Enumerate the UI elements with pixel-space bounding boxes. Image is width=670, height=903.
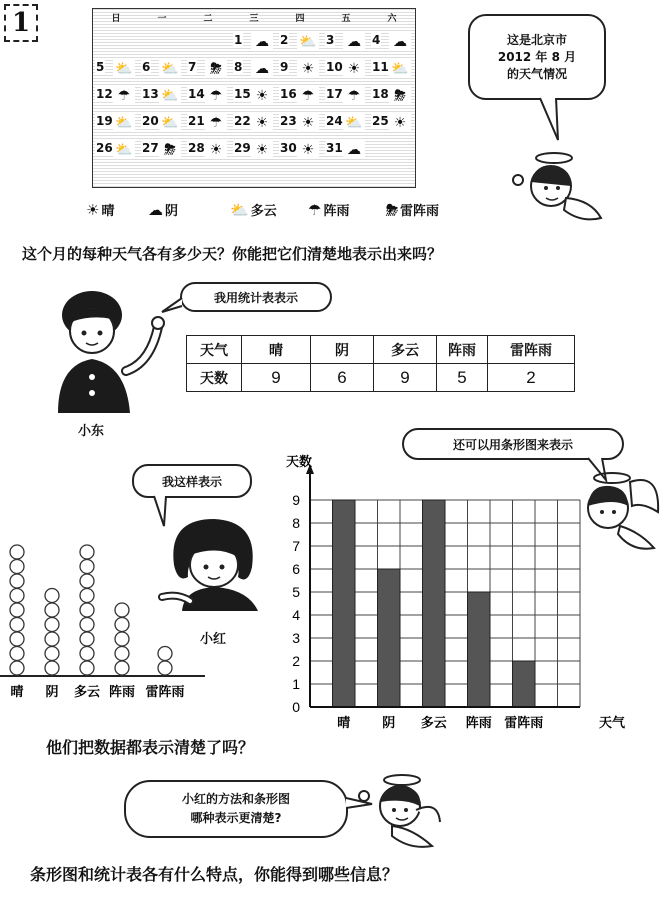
xiaodong-figure [40, 285, 170, 415]
bubble-tail [160, 296, 184, 316]
calendar-day [231, 112, 277, 136]
calendar-weekday-header: 五 [341, 14, 351, 24]
legend-label: 阴 [165, 204, 179, 219]
table-cell: 6 [311, 364, 374, 392]
pictograph-circle [10, 647, 24, 661]
y-tick-label: 0 [292, 699, 300, 715]
partly-cloudy-icon: ⛅ [343, 114, 365, 132]
calendar-weekday-header: 一 [157, 14, 167, 24]
lesson-number: 1 [4, 4, 38, 42]
y-tick-label: 7 [292, 538, 300, 554]
calendar-day [93, 139, 139, 163]
x-tick-label: 阵雨 [465, 716, 492, 731]
y-tick-label: 3 [292, 630, 300, 646]
pictograph-circle [10, 632, 24, 646]
calendar-day-number: 4 [372, 33, 381, 47]
calendar-day [231, 58, 277, 82]
calendar-day [93, 58, 139, 82]
question-1: 这个月的每种天气各有多少天？你能把它们清楚地表示出来吗？ [22, 245, 443, 263]
bubble-line: 哪种表示更清楚? [190, 811, 282, 825]
partly-cloudy-icon: ⛅ [159, 60, 181, 78]
sunny-icon: ☀ [343, 60, 365, 78]
table-cell: 晴 [242, 336, 311, 364]
pictograph-circle [45, 618, 59, 632]
calendar-day [139, 58, 185, 82]
rain-icon: ☂ [113, 87, 135, 105]
calendar-day-number: 23 [280, 114, 297, 128]
calendar-day-number: 21 [188, 114, 205, 128]
pictograph-label: 晴 [10, 685, 24, 700]
question-3: 条形图和统计表各有什么特点，你能得到哪些信息？ [30, 865, 399, 884]
partly-cloudy-icon: ⛅ [159, 114, 181, 132]
pictograph-circle [10, 560, 24, 574]
pictograph-circle [80, 560, 94, 574]
bubble-tail [530, 96, 570, 146]
sunny-icon: ☀ [251, 141, 273, 159]
calendar-day-number: 26 [96, 141, 113, 155]
xiaodong-name: 小东 [78, 424, 105, 439]
thundershower-icon: ⛈ [389, 87, 411, 105]
rain-icon: ☂ [343, 87, 365, 105]
y-tick-label: 4 [292, 607, 300, 623]
calendar-day-number: 12 [96, 87, 113, 101]
calendar-day [185, 112, 231, 136]
pictograph-label: 阵雨 [108, 685, 136, 700]
y-tick-label: 1 [292, 676, 300, 692]
calendar-day-number: 1 [234, 33, 243, 47]
thundershower-icon: ⛈ [159, 141, 181, 159]
pictograph-circle [10, 589, 24, 603]
bar [423, 500, 446, 707]
compare-speech-bubble [124, 780, 348, 838]
cloudy-icon: ☁ [251, 33, 273, 51]
calendar-day [369, 31, 415, 55]
calendar-day [185, 85, 231, 109]
pictograph-circle [80, 589, 94, 603]
calendar-day-number: 22 [234, 114, 251, 128]
table-cell: 天数 [187, 364, 242, 392]
calendar-day [369, 58, 415, 82]
weather-legend [86, 200, 476, 222]
calendar-day [277, 139, 323, 163]
calendar-weekday-header: 二 [203, 14, 213, 24]
bubble-line: 小红的方法和条形图 [181, 792, 290, 806]
calendar-day [93, 112, 139, 136]
calendar-day-number: 20 [142, 114, 159, 128]
pictograph-circle [115, 661, 129, 675]
pictograph-circle [80, 618, 94, 632]
bubble-line: 这是北京市 [506, 32, 567, 47]
sunny-icon: ☀ [389, 114, 411, 132]
calendar-day [277, 31, 323, 55]
rain-icon: ☂ [308, 201, 322, 219]
calendar-day [231, 85, 277, 109]
table-cell: 天气 [187, 336, 242, 364]
pictograph-circle [10, 603, 24, 617]
table-cell: 5 [437, 364, 488, 392]
calendar-day-number: 30 [280, 141, 297, 155]
calendar-weekday-header: 六 [387, 14, 397, 24]
y-tick-label: 2 [292, 653, 300, 669]
rain-icon: ☂ [205, 87, 227, 105]
calendar-day-number: 9 [280, 60, 289, 74]
calendar-day [139, 139, 185, 163]
cloudy-icon: ☁ [343, 33, 365, 51]
y-axis-label: 天数 [286, 455, 313, 470]
bar [513, 661, 536, 707]
partly-cloudy-icon: ⛅ [113, 114, 135, 132]
pictograph-circle [80, 574, 94, 588]
calendar-day-number: 15 [234, 87, 251, 101]
pictograph-circle [45, 647, 59, 661]
rain-icon: ☂ [205, 114, 227, 132]
pictograph-circle [80, 603, 94, 617]
x-tick-label: 阴 [382, 716, 396, 731]
calendar-day-number: 28 [188, 141, 205, 155]
y-tick-label: 6 [292, 561, 300, 577]
calendar-day [323, 31, 369, 55]
sunny-icon: ☀ [251, 87, 273, 105]
legend-item [230, 200, 277, 219]
pictograph-circle [115, 632, 129, 646]
bar [468, 592, 491, 707]
calendar-day [277, 112, 323, 136]
x-axis-label: 天气 [598, 716, 626, 731]
bar [378, 569, 401, 707]
sunny-icon: ☀ [205, 141, 227, 159]
table-cell: 阴 [311, 336, 374, 364]
legend-item [308, 200, 349, 219]
calendar-day [139, 85, 185, 109]
pictograph-circle [45, 661, 59, 675]
bubble-line: 的天气情况 [506, 66, 567, 81]
x-tick-label: 雷阵雨 [504, 716, 544, 731]
sunny-icon: ☀ [297, 141, 319, 159]
calendar-day-number: 14 [188, 87, 205, 101]
partly-cloudy-icon: ⛅ [297, 33, 319, 51]
cloudy-icon: ☁ [389, 33, 411, 51]
table-header-row [187, 336, 575, 364]
calendar-day-number: 7 [188, 60, 197, 74]
calendar-day-number: 10 [326, 60, 343, 74]
weather-statistics-table [186, 335, 575, 392]
calendar-day-number: 3 [326, 33, 335, 47]
calendar-day-number: 19 [96, 114, 113, 128]
xiaohong-name: 小红 [200, 632, 227, 647]
sunny-icon: ☀ [86, 201, 100, 219]
calendar-day [277, 85, 323, 109]
cloudy-icon: ☁ [343, 141, 365, 159]
table-cell: 雷阵雨 [488, 336, 575, 364]
legend-label: 多云 [250, 204, 277, 219]
calendar-day [139, 112, 185, 136]
rain-icon: ☂ [297, 87, 319, 105]
pictograph-circle [10, 574, 24, 588]
thundershower-icon: ⛈ [205, 60, 227, 78]
calendar-day [323, 112, 369, 136]
calendar-day-number: 13 [142, 87, 159, 101]
partly-cloudy-icon: ⛅ [389, 60, 411, 78]
x-tick-label: 晴 [337, 716, 351, 731]
pictograph-circle [45, 603, 59, 617]
angel-figure [506, 148, 606, 228]
calendar-day-number: 17 [326, 87, 343, 101]
pictograph-circle [10, 661, 24, 675]
calendar-day-number: 18 [372, 87, 389, 101]
bar [333, 500, 356, 707]
calendar-day [231, 31, 277, 55]
table-cell: 9 [242, 364, 311, 392]
angel-figure [352, 770, 444, 850]
y-tick-label: 8 [292, 515, 300, 531]
angel-barchart-speech-bubble: 还可以用条形图来表示 [402, 428, 624, 460]
legend-label: 阵雨 [323, 204, 350, 219]
calendar-day-number: 27 [142, 141, 159, 155]
calendar-day-number: 5 [96, 60, 105, 74]
pictograph-circle [115, 647, 129, 661]
table-cell: 9 [374, 364, 437, 392]
calendar-day [185, 58, 231, 82]
pictograph-circle [80, 545, 94, 559]
pictograph-circle [10, 618, 24, 632]
calendar-day [369, 85, 415, 109]
calendar-day [323, 58, 369, 82]
partly-cloudy-icon: ⛅ [113, 141, 135, 159]
pictograph-circle [158, 661, 172, 675]
table-cell: 多云 [374, 336, 437, 364]
pictograph-circle [80, 661, 94, 675]
sunny-icon: ☀ [251, 114, 273, 132]
calendar-day [93, 85, 139, 109]
pictograph-circle [45, 589, 59, 603]
calendar-day-number: 11 [372, 60, 389, 74]
calendar-day-number: 24 [326, 114, 343, 128]
table-cell: 2 [488, 364, 575, 392]
calendar-weekday-header: 四 [295, 14, 305, 24]
thundershower-icon: ⛈ [386, 201, 399, 219]
table-cell: 阵雨 [437, 336, 488, 364]
table-row [187, 364, 575, 392]
xiaodong-speech-bubble: 我用统计表表示 [180, 282, 332, 312]
calendar-day-number: 6 [142, 60, 151, 74]
cloudy-icon: ☁ [251, 60, 273, 78]
calendar-day [277, 58, 323, 82]
pictograph-circle [45, 632, 59, 646]
legend-item [148, 200, 178, 219]
sunny-icon: ☀ [297, 60, 319, 78]
partly-cloudy-icon: ⛅ [230, 201, 249, 219]
calendar-day [231, 139, 277, 163]
xiaohong-speech-bubble: 我这样表示 [132, 464, 252, 498]
partly-cloudy-icon: ⛅ [113, 60, 135, 78]
legend-item [386, 200, 439, 219]
partly-cloudy-icon: ⛅ [159, 87, 181, 105]
x-tick-label: 多云 [420, 716, 447, 731]
calendar-day-number: 8 [234, 60, 243, 74]
calendar-day [185, 139, 231, 163]
calendar-day-number: 16 [280, 87, 297, 101]
pictograph-circle [80, 647, 94, 661]
calendar-day [369, 112, 415, 136]
calendar-day-number: 31 [326, 141, 343, 155]
beijing-speech-bubble [468, 14, 606, 100]
legend-item [86, 200, 114, 219]
calendar-weekday-header: 日 [111, 14, 121, 24]
calendar-day [323, 85, 369, 109]
y-tick-label: 9 [292, 492, 300, 508]
question-2: 他们把数据都表示清楚了吗？ [46, 738, 255, 757]
pictograph-label: 多云 [73, 685, 101, 700]
calendar-day [323, 139, 369, 163]
legend-label: 雷阵雨 [400, 204, 440, 219]
sunny-icon: ☀ [297, 114, 319, 132]
bubble-line: 2012 年 8 月 [497, 49, 577, 64]
weather-calendar [92, 8, 416, 188]
weather-bar-chart [280, 452, 660, 734]
pictograph-circle [158, 647, 172, 661]
calendar-day-number: 25 [372, 114, 389, 128]
pictograph-label: 雷阵雨 [145, 685, 185, 700]
pictograph-circle [115, 618, 129, 632]
cloudy-icon: ☁ [148, 201, 163, 219]
legend-label: 晴 [101, 204, 115, 219]
pictograph-circle [10, 545, 24, 559]
pictograph-circle [80, 632, 94, 646]
calendar-weekday-header: 三 [249, 14, 259, 24]
pictograph-circle [115, 603, 129, 617]
calendar-day-number: 2 [280, 33, 289, 47]
calendar-day-number: 29 [234, 141, 251, 155]
circle-pictograph-chart [0, 528, 210, 708]
pictograph-label: 阴 [45, 685, 59, 700]
y-tick-label: 5 [292, 584, 300, 600]
